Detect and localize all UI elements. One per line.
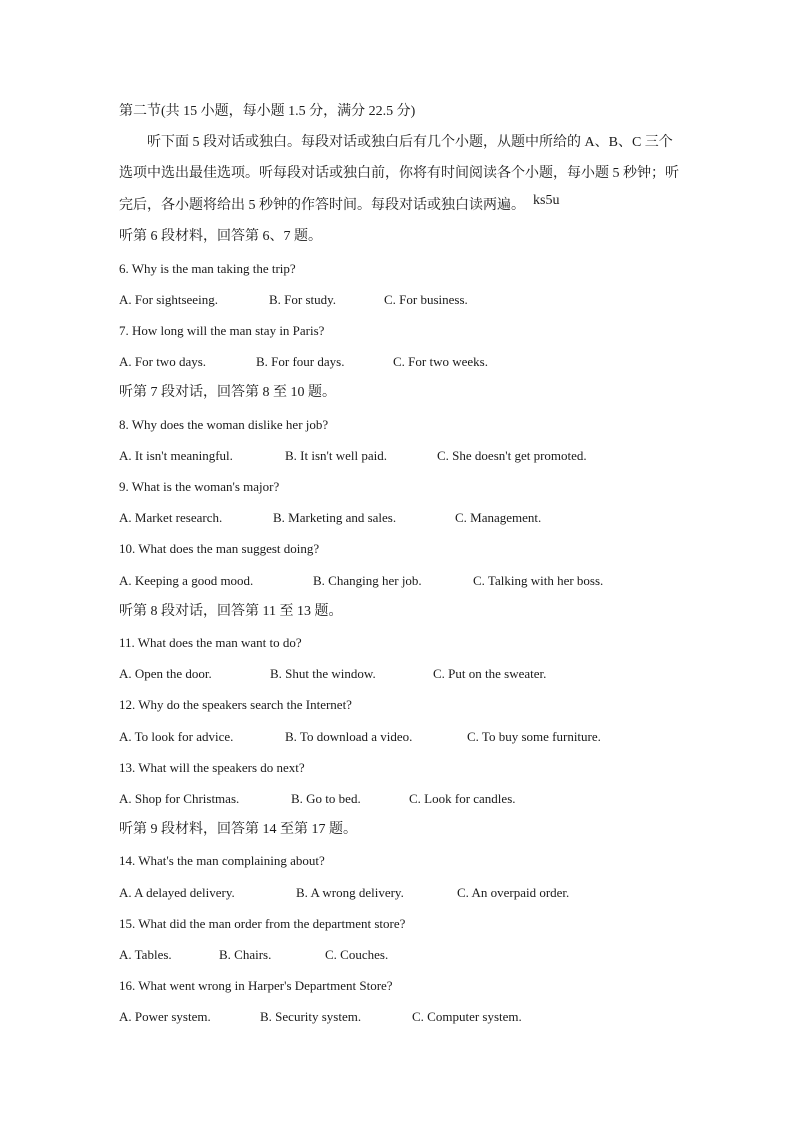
option-c[interactable]: C. Talking with her boss. (473, 573, 604, 588)
question-stem: 16. What went wrong in Harper's Department Store? (119, 978, 393, 993)
option-c[interactable]: C. She doesn't get promoted. (437, 448, 587, 463)
question-stem: 9. What is the woman's major? (119, 479, 280, 494)
question-stem: 14. What's the man complaining about? (119, 853, 325, 868)
option-c[interactable]: C. Computer system. (412, 1009, 522, 1024)
option-c[interactable]: C. For business. (384, 292, 468, 307)
option-a[interactable]: A. Shop for Christmas. (119, 791, 240, 806)
option-b[interactable]: B. For four days. (256, 354, 345, 369)
option-a[interactable]: A. For two days. (119, 354, 207, 369)
section-title: 第二节(共 15 小题，每小题 1.5 分，满分 22.5 分) (119, 104, 416, 119)
option-b[interactable]: B. Shut the window. (270, 666, 376, 681)
option-a[interactable]: A. A delayed delivery. (119, 885, 235, 900)
option-b[interactable]: B. A wrong delivery. (296, 885, 404, 900)
option-c[interactable]: C. Couches. (325, 947, 389, 962)
question-stem: 6. Why is the man taking the trip? (119, 261, 296, 276)
option-c[interactable]: C. For two weeks. (393, 354, 488, 369)
question-stem: 8. Why does the woman dislike her job? (119, 417, 329, 432)
group-heading: 听第 6 段材料，回答第 6、7 题。 (119, 229, 322, 244)
option-c[interactable]: C. Look for candles. (409, 791, 516, 806)
question-stem: 11. What does the man want to do? (119, 635, 302, 650)
instructions-line-1: 听下面 5 段对话或独白。每段对话或独白后有几个小题，从题中所给的 A、B、C 三个 (147, 135, 673, 150)
watermark-text: ks5u (533, 193, 560, 208)
option-a[interactable]: A. Market research. (119, 510, 223, 525)
option-a[interactable]: A. For sightseeing. (119, 292, 218, 307)
question-stem: 10. What does the man suggest doing? (119, 541, 320, 556)
option-a[interactable]: A. To look for advice. (119, 729, 234, 744)
group-heading: 听第 7 段对话，回答第 8 至 10 题。 (119, 385, 336, 400)
option-a[interactable]: A. Open the door. (119, 666, 212, 681)
option-b[interactable]: B. Go to bed. (291, 791, 361, 806)
option-b[interactable]: B. To download a video. (285, 729, 413, 744)
option-b[interactable]: B. It isn't well paid. (285, 448, 388, 463)
option-c[interactable]: C. To buy some furniture. (467, 729, 601, 744)
option-b[interactable]: B. Chairs. (219, 947, 272, 962)
option-a[interactable]: A. Tables. (119, 947, 172, 962)
option-a[interactable]: A. It isn't meaningful. (119, 448, 233, 463)
question-stem: 12. Why do the speakers search the Internet? (119, 697, 352, 712)
instructions-line-3 (119, 193, 560, 214)
option-b[interactable]: B. Changing her job. (313, 573, 422, 588)
question-stem: 15. What did the man order from the department store? (119, 916, 406, 931)
option-c[interactable]: C. An overpaid order. (457, 885, 570, 900)
question-stem: 13. What will the speakers do next? (119, 760, 305, 775)
option-b[interactable]: B. Marketing and sales. (273, 510, 397, 525)
question-stem: 7. How long will the man stay in Paris? (119, 323, 325, 338)
option-b[interactable]: B. For study. (269, 292, 337, 307)
option-b[interactable]: B. Security system. (260, 1009, 362, 1024)
option-a[interactable]: A. Keeping a good mood. (119, 573, 254, 588)
group-heading: 听第 8 段对话，回答第 11 至 13 题。 (119, 604, 343, 619)
group-heading: 听第 9 段材料，回答第 14 至第 17 题。 (119, 822, 357, 837)
option-c[interactable]: C. Put on the sweater. (433, 666, 547, 681)
instructions-text: 完后，各小题将给出 5 秒钟的作答时间。每段对话或独白读两遍。 (119, 198, 525, 213)
option-c[interactable]: C. Management. (455, 510, 542, 525)
option-a[interactable]: A. Power system. (119, 1009, 211, 1024)
instructions-line-2: 选项中选出最佳选项。听每段对话或独白前，你将有时间阅读各个小题，每小题 5 秒钟；听 (119, 166, 679, 181)
